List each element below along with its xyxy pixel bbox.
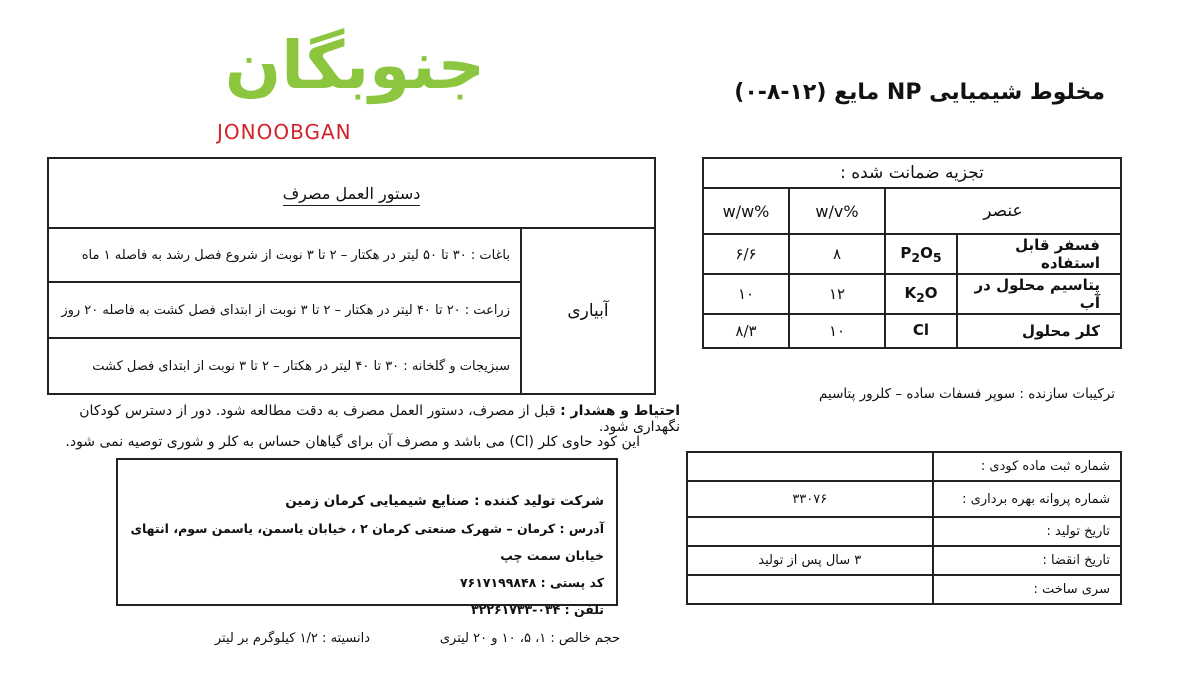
warning-label: احتیاط و هشدار : [560, 403, 680, 419]
table-row [48, 228, 655, 282]
table-row [687, 546, 1121, 575]
product-title: مخلوط شیمیایی NP مایع (۱۲-۸-۰) [734, 80, 1105, 105]
producer-postal-code: کد پستی : ۷۶۱۷۱۹۹۸۴۸ [459, 575, 604, 590]
table-row [687, 517, 1121, 546]
guaranteed-analysis-table [702, 157, 1122, 349]
column-ww: %w/w [703, 188, 789, 234]
composition-text: ترکیبات سازنده : سوپر فسفات ساده – کلرور پتاسیم [819, 386, 1115, 402]
production-date-value [687, 517, 933, 546]
producer-company: شرکت تولید کننده : صنایع شیمیایی کرمان زمین [285, 493, 604, 509]
usage-row-farming: زراعت : ۲۰ تا ۴۰ لیتر در هکتار – ۲ تا ۳ نوبت از ابتدای فصل کشت به فاصله ۲۰ روز [48, 282, 521, 338]
license-value: ۳۳۰۷۶ [687, 481, 933, 517]
element-formula: $P_2O_5$ [885, 234, 957, 274]
element-formula: Cl [885, 314, 957, 348]
usage-row-orchards: باغات : ۳۰ تا ۵۰ لیتر در هکتار – ۲ تا ۳ نوبت از شروع فصل رشد به فاصله ۱ ماه [48, 228, 521, 282]
batch-label: سری ساخت : [933, 575, 1121, 604]
value-wv: ۱۰ [789, 314, 885, 348]
registration-code-value [687, 452, 933, 481]
warning-line-2: این کود حاوی کلر (Cl) می باشد و مصرف آن برای گیاهان حساس به کلر و شوری توصیه نمی شود. [65, 434, 640, 450]
warning-line-1 [40, 403, 680, 435]
expiry-value: ۳ سال پس از تولید [687, 546, 933, 575]
license-label: شماره پروانه بهره برداری : [933, 481, 1121, 517]
usage-instructions-table [47, 157, 656, 395]
element-name: فسفر قابل استفاده [957, 234, 1121, 274]
element-name: کلر محلول [957, 314, 1121, 348]
element-name: پتاسیم محلول در آب [957, 274, 1121, 314]
value-wv: ۸ [789, 234, 885, 274]
usage-row-vegetables: سبزیجات و گلخانه : ۳۰ تا ۴۰ لیتر در هکتار – ۲ تا ۳ نوبت از ابتدای فصل کشت [48, 338, 521, 394]
table-row [687, 452, 1121, 481]
usage-title-cell [48, 158, 655, 228]
table-row [703, 234, 1121, 274]
table-row [703, 314, 1121, 348]
logo-persian-text: جنوبگان [224, 27, 486, 104]
producer-address: آدرس : کرمان – شهرک صنعتی کرمان ۲ ، خیابان یاسمن، یاسمن سوم، انتهای خیابان سمت چپ [130, 521, 604, 563]
producer-phone: تلفن : ۰۳۴-۳۲۲۶۱۷۳۳ [471, 602, 604, 617]
usage-title: دستور العمل مصرف [283, 184, 421, 206]
warning-text: قبل از مصرف، دستور العمل مصرف به دقت مطالعه شود. دور از دسترس کودکان نگهداری شود. [79, 403, 680, 435]
density: دانسیته : ۱/۲ کیلوگرم بر لیتر [214, 631, 370, 646]
registration-table [686, 451, 1122, 605]
value-ww: ۱۰ [703, 274, 789, 314]
value-ww: ۸/۳ [703, 314, 789, 348]
value-wv: ۱۲ [789, 274, 885, 314]
logo-english-text: JONOOBGAN [217, 120, 352, 144]
brand-logo [215, 27, 495, 144]
table-row [687, 575, 1121, 604]
table-row [687, 481, 1121, 517]
usage-method: آبیاری [521, 228, 655, 394]
batch-value [687, 575, 933, 604]
analysis-heading: تجزیه ضمانت شده : [703, 158, 1121, 188]
producer-box [116, 458, 618, 617]
element-formula: $K_2O$ [885, 274, 957, 314]
table-row [703, 274, 1121, 314]
registration-code-label: شماره ثبت ماده کودی : [933, 452, 1121, 481]
column-element: عنصر [885, 188, 1121, 234]
expiry-label: تاریخ انقضا : [933, 546, 1121, 575]
production-date-label: تاریخ تولید : [933, 517, 1121, 546]
column-wv: %w/v [789, 188, 885, 234]
net-volume: حجم خالص : ۱، ۵، ۱۰ و ۲۰ لیتری [439, 631, 620, 646]
value-ww: ۶/۶ [703, 234, 789, 274]
